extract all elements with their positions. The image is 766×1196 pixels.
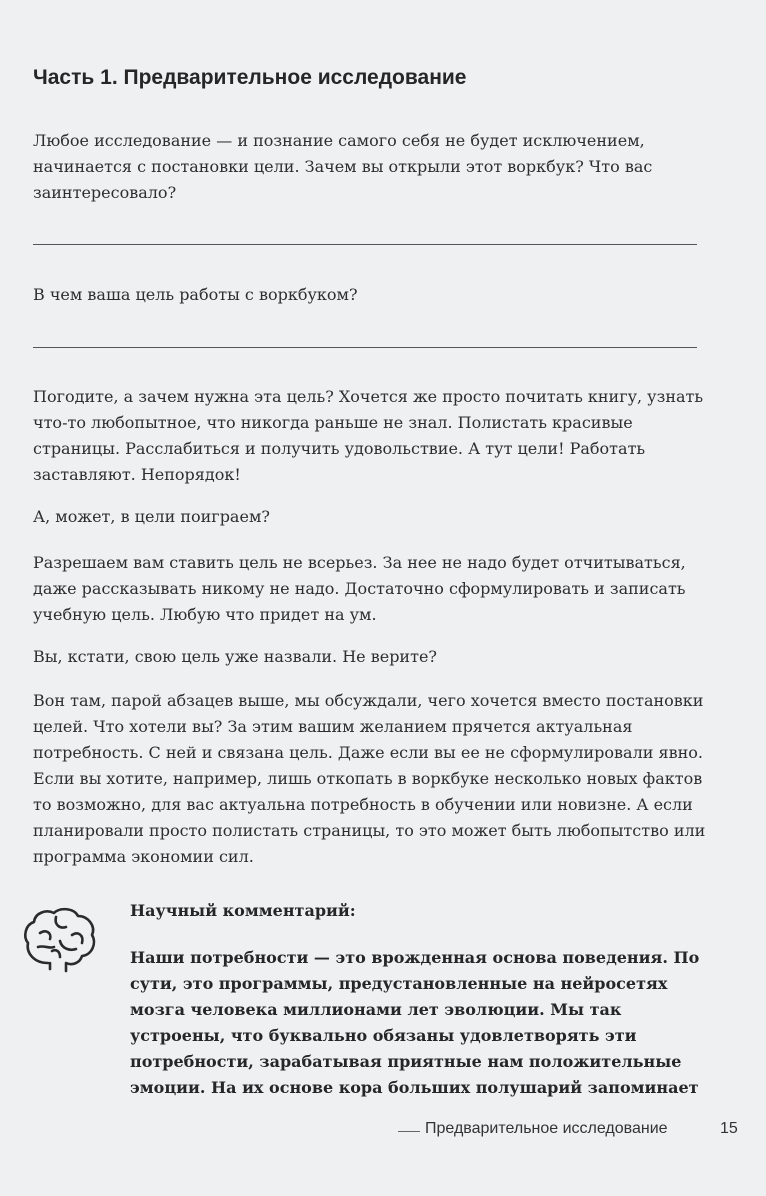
footer-section-title: Предварительное исследование <box>425 1120 668 1137</box>
section-heading: Часть 1. Предварительное исследование <box>33 66 467 89</box>
science-comment-title: Научный комментарий: <box>130 901 356 920</box>
paragraph-already-named: Вы, кстати, свою цель уже назвали. Не верите? <box>33 647 437 666</box>
goal-question: В чем ваша цель работы с воркбуком? <box>33 285 358 304</box>
page-number: 15 <box>720 1120 738 1137</box>
intro-paragraph: Любое исследование — и познание самого себя не будет исключением, начинается с постановки цели. Зачем вы открыли этот воркбук? Что вас заинтересовало? <box>33 131 653 202</box>
answer-line-2[interactable] <box>33 347 697 348</box>
footer-rule <box>398 1131 420 1132</box>
paragraph-play: А, может, в цели поиграем? <box>33 507 270 526</box>
answer-line-1[interactable] <box>33 244 697 245</box>
paragraph-permission: Разрешаем вам ставить цель не всерьез. За нее не надо будет отчитываться, даже рассказывать никому не надо. Достаточно сформулировать и записать учебную цель. Любую что придет на ум. <box>33 553 686 624</box>
science-comment-body: Наши потребности — это врожденная основа поведения. По сути, это программы, предустановленные на нейросетях мозга человека миллионами лет эволюции. Мы так устроены, что буквально обязаны удовлетворять эти потребности, зарабатывая приятные нам положительные эмоции. На их основе кора больших полушарий запоминает <box>130 948 700 1097</box>
brain-icon <box>20 903 100 975</box>
paragraph-explanation: Вон там, парой абзацев выше, мы обсуждали, чего хочется вместо постановки целей. Что хотели вы? За этим вашим желанием прячется актуальная потребность. С ней и связана цель. Даже если вы ее не сформулировали явно. Если вы хотите, например, лишь откопать в воркбуке несколько новых фактов то возможно, для вас актуальна потребность в обучении или новизне. А если планировали просто полистать страницы, то это может быть любопытство или программа экономии сил. <box>33 691 706 866</box>
paragraph-why-goal: Погодите, а зачем нужна эта цель? Хочется же просто почитать книгу, узнать что-то любопытное, что никогда раньше не знал. Полистать красивые страницы. Расслабиться и получить удовольствие. А тут цели! Работать заставляют. Непорядок! <box>33 387 704 484</box>
